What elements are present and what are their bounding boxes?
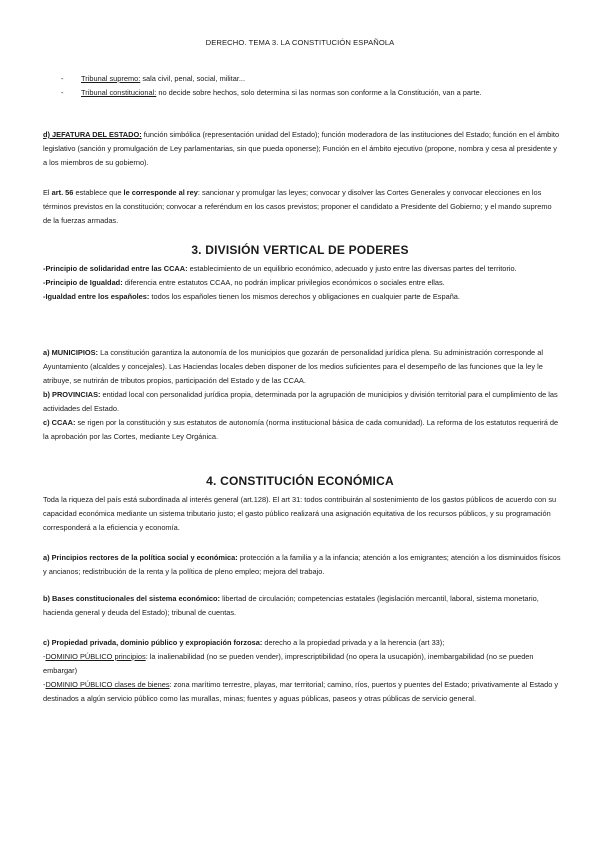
bullet-text: sala civil, penal, social, militar... xyxy=(140,74,246,83)
entities-block xyxy=(43,346,561,444)
section-3-title: 3. DIVISIÓN VERTICAL DE PODERES xyxy=(191,243,409,257)
principle-label: -Principio de solidaridad entre las CCAA: xyxy=(43,264,188,273)
economic-b xyxy=(43,592,561,620)
principle-item xyxy=(43,262,561,276)
bullet-text: no decide sobre hechos, solo determina si las normas son conforme a la Constitución, van a parte. xyxy=(156,88,482,97)
entity-text: entidad local con personalidad jurídica propia, determinada por la agrupación de municipios y división territorial para el cumplimiento de las actividades del Estado. xyxy=(43,390,558,413)
principles-block xyxy=(43,262,561,304)
dominio-principios xyxy=(43,650,561,678)
section-4-title: 4. CONSTITUCIÓN ECONÓMICA xyxy=(206,474,394,488)
dominio-term: DOMINIO PÚBLICO principios xyxy=(45,652,146,661)
item-label: a) Principios rectores de la política social y económica: xyxy=(43,553,238,562)
entity-label: b) PROVINCIAS: xyxy=(43,390,101,399)
jefatura-text: función simbólica (representación unidad del Estado); función moderadora de las instituciones del Estado; función en el ámbito legislativo (sanción y promulgación de Ley parlamentarias, sin que pueda oponerse); Función en el ámbito ejecutivo (propone, nombra y cesa al presidente y a los miembros de su gobierno). xyxy=(43,130,560,167)
dash: - xyxy=(43,680,46,689)
art56-bold: le corresponde al rey xyxy=(123,188,198,197)
item-text: derecho a la propiedad privada y a la herencia (art 33); xyxy=(262,638,445,647)
principle-item xyxy=(43,276,561,290)
jefatura-paragraph xyxy=(43,128,561,170)
principle-label: -Igualdad entre los españoles: xyxy=(43,292,150,301)
dominio-clases xyxy=(43,678,561,706)
court-bullets xyxy=(43,72,561,100)
dominio-text: : zona marítimo terrestre, playas, mar territorial; camino, ríos, puertos y puentes del Estado; privativamente al Estado y destinados a algún servicio público como las murallas, minas; fuentes y aguas públicas, paseos y otras públicas de servicio general. xyxy=(43,680,559,703)
principle-text: todos los españoles tienen los mismos derechos y obligaciones en cualquier parte de España. xyxy=(149,292,460,301)
item-text: protección a la familia y a la infancia; atención a los emigrantes; atención a los disminuidos físicos y ancianos; redistribución de la renta y la política de pleno empleo; mejora del trabajo. xyxy=(43,553,561,576)
item-label: b) Bases constitucionales del sistema económico: xyxy=(43,594,221,603)
entity-label: a) MUNICIPIOS: xyxy=(43,348,99,357)
art56-text: : sancionar y promulgar las leyes; convocar y disolver las Cortes Generales y convocar elecciones en los términos previstos en la constitución; convocar a referéndum en los casos previstos; proponer el candidato a Presidente del Gobierno; y el mando supremo de la fuerzas armadas. xyxy=(43,188,552,225)
entity-label: c) CCAA: xyxy=(43,418,76,427)
principle-item xyxy=(43,290,561,304)
list-item xyxy=(43,72,561,86)
dash: - xyxy=(43,652,46,661)
item-text: libertad de circulación; competencias estatales (legislación mercantil, laboral, sistema monetario, hacienda general y deuda del Estado); tribunal de cuentas. xyxy=(43,594,539,617)
bullet-dash: - xyxy=(61,88,64,97)
economic-a xyxy=(43,551,561,579)
document-header: DERECHO. TEMA 3. LA CONSTITUCIÓN ESPAÑOLA xyxy=(205,38,395,47)
entity-text: La constitución garantiza la autonomía de los municipios que gozarán de personalidad jurídica plena. Su administración corresponde al Ayuntamiento (alcaldes y concejales). Las Haciendas locales deben disponer de los medios suficientes para el desempeño de las funciones que la ley le atribuye, se nutrirán de tributos propios, participación del Estado y de las CCAA. xyxy=(43,348,543,385)
intro-text: Toda la riqueza del país está subordinada al interés general (art.128). El art 31: todos contribuirán al sostenimiento de los gastos públicos de acuerdo con su capacidad económica mediante un sistema tributario justo; el gasto público realizará una asignación equitativa de los recursos públicos, y su programación corresponderá a la eficiencia y economía. xyxy=(43,495,557,532)
item-label: c) Propiedad privada, dominio público y expropiación forzosa: xyxy=(43,638,263,647)
art56-ref: art. 56 xyxy=(51,188,74,197)
principle-text: diferencia entre estatutos CCAA, no podrán implicar privilegios económicos o sociales entre ellas. xyxy=(122,278,445,287)
list-item xyxy=(43,86,561,100)
entity-text: se rigen por la constitución y sus estatutos de autonomía (norma institucional básica de cada comunidad). La reforma de los estatutos requerirá de la aprobación por las Cortes, mediante Ley Orgánica. xyxy=(43,418,559,441)
entity-item xyxy=(43,388,561,416)
art56-paragraph xyxy=(43,186,561,228)
dominio-text: : la inalienabilidad (no se pueden vender), imprescriptibilidad (no opera la usucapión), inembargabilidad (no se pueden embargar) xyxy=(43,652,534,675)
principle-label: -Principio de Igualdad: xyxy=(43,278,123,287)
jefatura-title: d) JEFATURA DEL ESTADO: xyxy=(43,130,142,139)
bullet-term: Tribunal constitucional: xyxy=(81,88,157,97)
economic-c xyxy=(43,636,561,706)
economic-intro xyxy=(43,493,561,535)
dominio-term: DOMINIO PÚBLICO clases de bienes xyxy=(45,680,170,689)
bullet-term: Tribunal supremo: xyxy=(81,74,141,83)
principle-text: establecimiento de un equilibrio económico, adecuado y justo entre las diversas partes del territorio. xyxy=(187,264,517,273)
entity-item xyxy=(43,416,561,444)
art56-pre: El xyxy=(43,188,52,197)
art56-mid: establece que xyxy=(73,188,124,197)
entity-item xyxy=(43,346,561,388)
bullet-dash: - xyxy=(61,74,64,83)
